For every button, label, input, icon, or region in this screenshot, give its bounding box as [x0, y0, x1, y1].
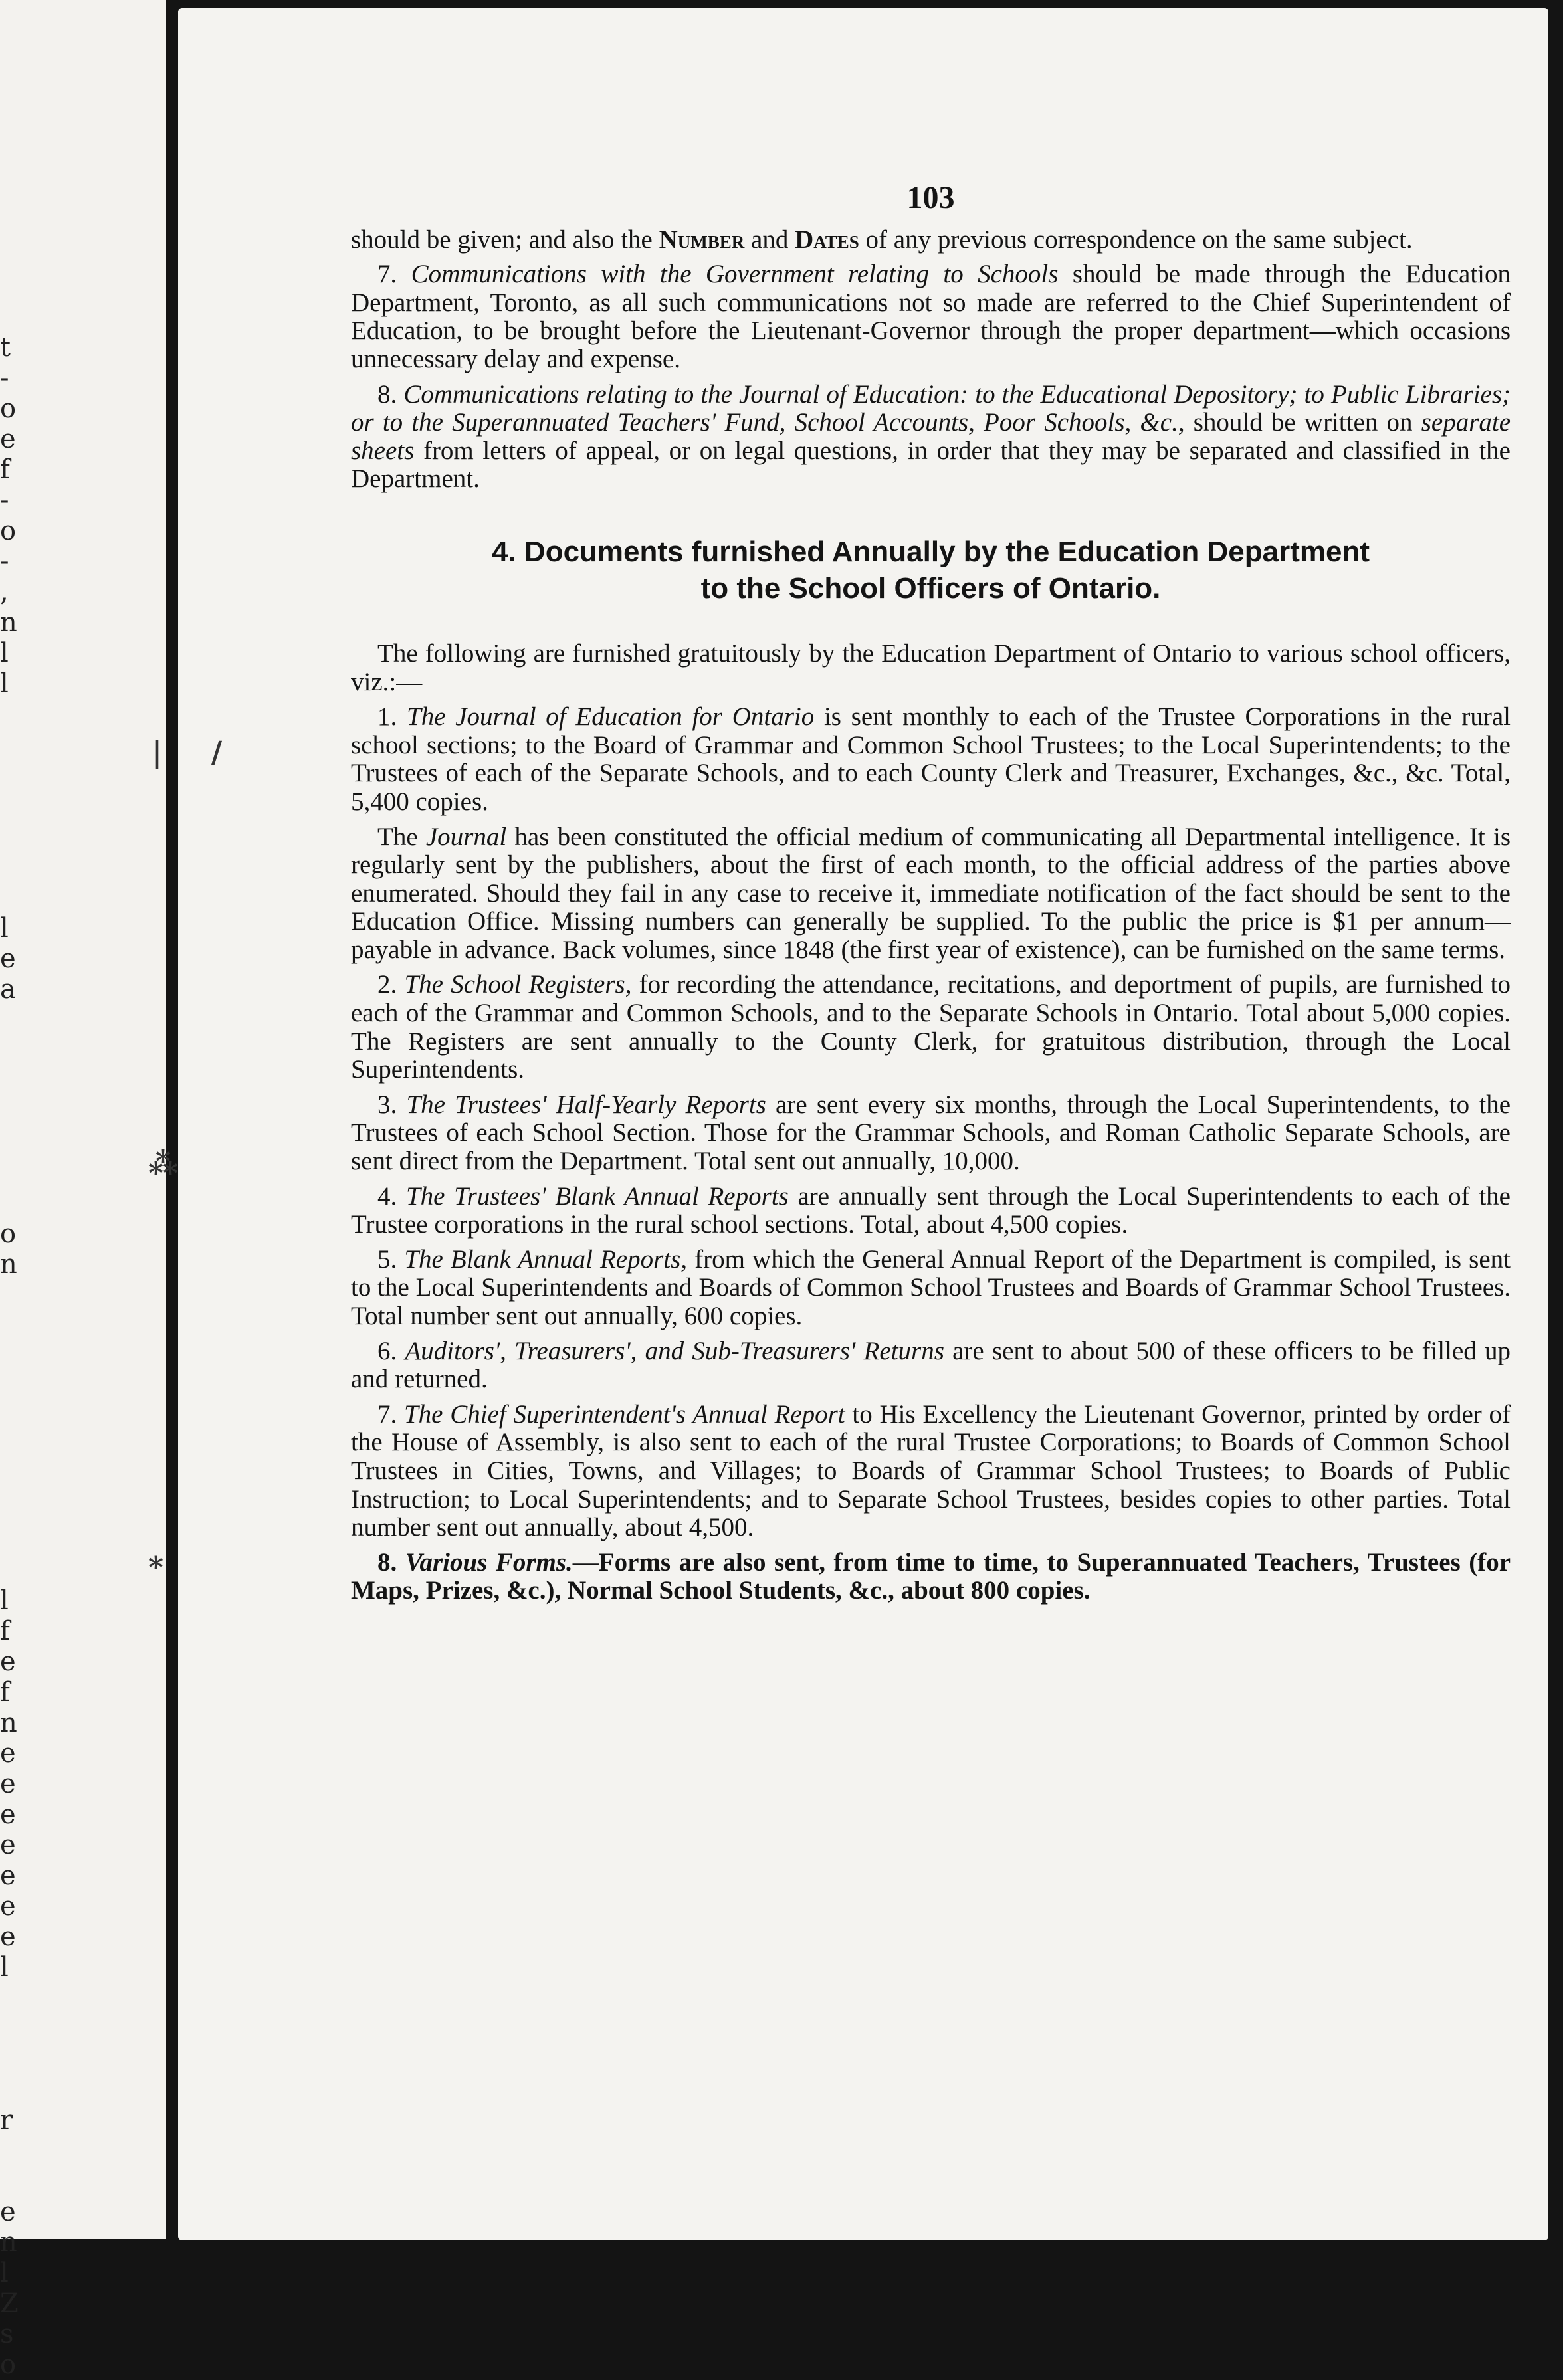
list-item: 7. The Chief Superintendent's Annual Report to His Excellency the Lieutenant Governor, printed by order of the House of Assembly, is also sent to each of the rural Trustee Corporations; to Boards of Common School Trustees in Cities, Towns, and Villages; to Boards of Grammar School Trustees; to Boards of Public Instruction; to Local Superintendents; and to Separate School Trustees, besides copies to other parties. Total number sent out annually, about 4,500. [351, 1399, 1511, 1542]
facing-page-letter: f [0, 1677, 10, 1708]
facing-page-letter [0, 852, 13, 882]
facing-page-letter: n [0, 1249, 17, 1280]
paragraph-item-7: 7. Communications with the Government relating to Schools should be made through the Education Department, Toronto, as all such communications not so made are referred to the Chief Superintendent of Education, to be brought before the Lieutenant-Governor through the proper department—which occasions unnecessary delay and expense. [351, 260, 1511, 373]
facing-page-letter: e [0, 424, 16, 454]
facing-page-letter: t [0, 332, 11, 363]
list-item: 6. Auditors', Treasurers', and Sub-Treasurers' Returns are sent to about 500 of these officers to be filled up and returned. [351, 1336, 1511, 1394]
facing-page-letter: o [0, 2349, 17, 2380]
facing-page-letter: f [0, 1616, 10, 1646]
paragraph-item-8: 8. Communications relating to the Journal of Education: to the Educational Depository; to Public Libraries; or to the Superannuated Teachers' Fund, School Accounts, Poor Schools, &c., should be written on separate sheets from letters of appeal, or on legal questions, in order that they may be separated and classified in the Department. [351, 379, 1511, 494]
facing-page-letter: l [0, 1952, 9, 1983]
facing-page-letter [0, 2074, 13, 2105]
facing-page-letter: n [0, 1708, 17, 1738]
facing-page-letter [0, 1463, 13, 1494]
binding-mark: / [211, 736, 223, 769]
facing-page-letter: l [0, 1585, 9, 1616]
facing-page-letter [0, 1555, 13, 1585]
facing-page-letter: e [0, 1891, 16, 1922]
facing-page-letter [0, 1188, 13, 1219]
facing-page-letter: Z [0, 2288, 19, 2319]
facing-page-letter: - [0, 363, 9, 393]
list-item: 1. The Journal of Education for Ontario is sent monthly to each of the Trustee Corporations in the rural school sections; to the Board of Grammar and Common School Trustees; to the Local Superintendents; to the Trustees of each of the Separate Schools, and to each County Clerk and Treasurer, Exchanges, &c., &c. Total, 5,400 copies. [351, 702, 1511, 816]
facing-page-letter: n [0, 2227, 17, 2258]
list-item: 8. Various Forms.—Forms are also sent, from time to time, to Superannuated Teachers, Trustees (for Maps, Prizes, &c.), Normal School Students, &c., about 800 copies. [351, 1547, 1511, 1605]
page-content [351, 180, 1511, 1612]
facing-page-letter: r [0, 2105, 13, 2135]
facing-page-letter [0, 760, 13, 791]
list-item: 2. The School Registers, for recording the attendance, recitations, and deportment of pupils, are furnished to each of the Grammar and Common Schools, and to the Separate Schools in Ontario. Total about 5,000 copies. The Registers are sent annually to the County Clerk, for gratuitous distribution, through the Local Superintendents. [351, 970, 1511, 1084]
facing-page-letter: - [0, 546, 9, 577]
paragraph-continuation: should be given; and also the Number and Dates of any previous correspondence on the same subject. [351, 225, 1413, 254]
facing-page-letter [0, 1127, 13, 1157]
facing-page-edge [0, 0, 166, 2380]
facing-page-letter: e [0, 1860, 16, 1891]
facing-page-letter [0, 730, 13, 760]
facing-page-letter: - [0, 485, 9, 516]
facing-page-letter: l [0, 638, 9, 668]
facing-page-letter [0, 1983, 13, 2013]
facing-page-letter: e [0, 1646, 16, 1677]
facing-page-letter [0, 1341, 13, 1371]
facing-page-letter [0, 1005, 13, 1035]
facing-page-letter: o [0, 1219, 17, 1249]
facing-page-letter: e [0, 1830, 16, 1860]
facing-page-letter [0, 699, 13, 730]
facing-page-letter: o [0, 516, 17, 546]
document-page [148, 8, 1548, 2240]
facing-page-letter [0, 2013, 13, 2044]
facing-page-letter: s [0, 2319, 14, 2349]
facing-page-letter [0, 1371, 13, 1402]
facing-page-letter [0, 1494, 13, 1524]
section-heading: 4. Documents furnished Annually by the Education Department to the School Officers of Ontario. [492, 535, 1370, 605]
facing-page-letter: l [0, 913, 9, 943]
facing-page-letter: n [0, 607, 17, 638]
facing-page-letter: e [0, 943, 16, 974]
facing-page-letter [0, 1035, 13, 1066]
page-number: 103 [906, 180, 955, 215]
facing-page-letter: e [0, 2197, 16, 2227]
binding-mark: | [152, 736, 163, 769]
facing-page-letter [0, 1402, 13, 1433]
binding-mark: ⁎ [148, 1543, 164, 1577]
facing-page-letter [0, 1096, 13, 1127]
facing-page-letter: f [0, 454, 10, 485]
facing-page-letter [0, 791, 13, 821]
facing-page-letter: l [0, 2258, 9, 2288]
facing-page-letter [0, 821, 13, 852]
list-item: 5. The Blank Annual Reports, from which the General Annual Report of the Department is compiled, is sent to the Local Superintendents and Boards of Common School Trustees and Boards of Grammar School Trustees. Total number sent out annually, 600 copies. [351, 1244, 1511, 1330]
facing-page-letter: e [0, 1799, 16, 1830]
facing-page-letter [0, 1066, 13, 1096]
facing-page-letter: a [0, 974, 16, 1005]
list-item: 3. The Trustees' Half-Yearly Reports are sent every six months, through the Local Superintendents, to the Trustees of each School Section. Those for the Grammar Schools, and Roman Catholic Separate Schools, are sent direct from the Department. Total sent out annually, 10,000. [351, 1090, 1511, 1176]
facing-page-text-fragments [0, 332, 19, 2380]
facing-page-letter [0, 1157, 13, 1188]
facing-page-letter: e [0, 1738, 16, 1769]
journal-paragraph: The Journal has been constituted the official medium of communicating all Departmental intelligence. It is regularly sent by the publishers, about the first of each month, to the official address of the parties above enumerated. Should they fail in any case to receive it, immediate notification of the fact should be sent to the Education Office. Missing numbers can generally be supplied. To the public the price is $1 per annum—payable in advance. Back volumes, since 1848 (the first year of existence), can be furnished on the same terms. [351, 822, 1511, 964]
facing-page-letter: e [0, 1769, 16, 1799]
facing-page-letter [0, 2044, 13, 2074]
facing-page-letter [0, 1433, 13, 1463]
facing-page-letter [0, 2135, 13, 2166]
facing-page-letter [0, 882, 13, 913]
binding-mark: ⁂ [148, 1147, 179, 1181]
facing-page-letter: e [0, 1922, 16, 1952]
facing-page-letter [0, 1310, 13, 1341]
list-item: 4. The Trustees' Blank Annual Reports are annually sent through the Local Superintendents to each of the Trustee corporations in the rural school sections. Total, about 4,500 copies. [351, 1181, 1511, 1239]
facing-page-letter: l [0, 668, 9, 699]
section-intro: The following are furnished gratuitously by the Education Department of Ontario to various school officers, viz.:— [351, 639, 1511, 696]
facing-page-letter [0, 1280, 13, 1310]
facing-page-letter [0, 2166, 13, 2197]
facing-page-letter: , [0, 577, 9, 607]
facing-page-letter [0, 1524, 13, 1555]
facing-page-letter: o [0, 393, 17, 424]
